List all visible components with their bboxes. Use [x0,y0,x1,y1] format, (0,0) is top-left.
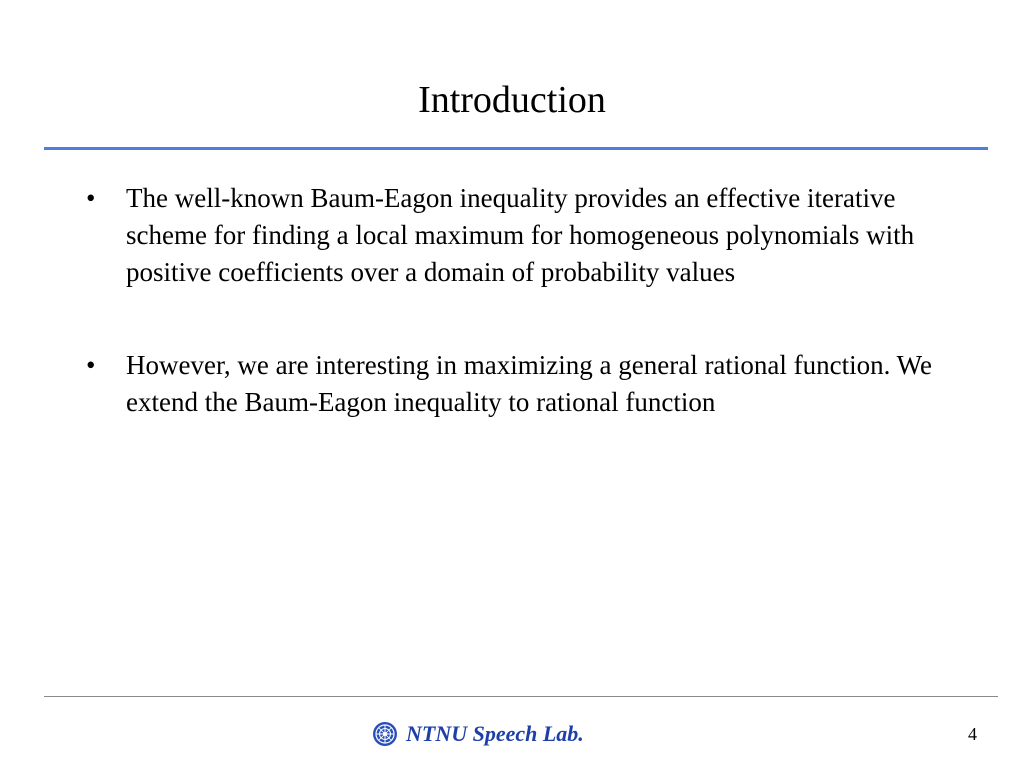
bullet-item-1 [80,180,950,291]
bullet-marker: • [86,350,96,380]
lab-brand [372,720,584,748]
title-divider [44,147,988,150]
lab-name: NTNU Speech Lab. [406,721,584,746]
slide-footer [0,718,1024,758]
bullet-text: The well-known Baum-Eagon inequality provides an effective iterative scheme for finding a local maximum for homogeneous polynomials with positive coefficients over a domain of probability values [126,183,915,287]
bullet-list [80,180,950,477]
slide-title: Introduction [418,79,606,121]
bullet-item-2 [80,347,950,421]
page-number: 4 [968,724,977,744]
footer-divider [44,696,998,697]
ntnu-seal-icon [372,721,398,747]
bullet-text: However, we are interesting in maximizing a general rational function. We extend the Baum-Eagon inequality to rational function [126,350,932,417]
bullet-marker: • [86,183,96,213]
